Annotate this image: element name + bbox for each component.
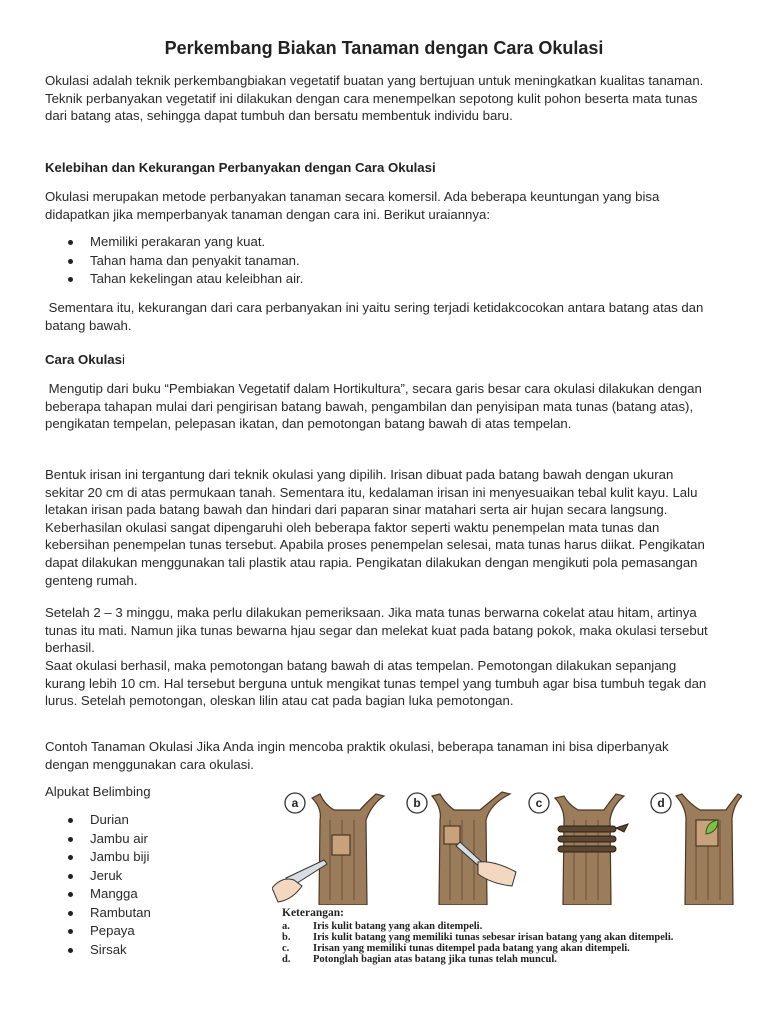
bullet-icon bbox=[68, 911, 73, 916]
bullet-icon bbox=[68, 892, 73, 897]
list-item: Jeruk bbox=[68, 867, 151, 886]
list-item: Mangga bbox=[68, 885, 151, 904]
section-heading-cara-okulasi: Cara Okulasi bbox=[45, 352, 125, 367]
hand-icon bbox=[272, 879, 302, 902]
list-item: Jambu air bbox=[68, 830, 151, 849]
section1-paragraph: Okulasi merupakan metode perbanyakan tanaman secara komersil. Ada beberapa keuntungan yang bisa didapatkan jika memperbanyak tanaman dengan cara ini. Berikut uraiannya: bbox=[45, 189, 660, 222]
list-item: Tahan hama dan penyakit tanaman. bbox=[68, 252, 303, 271]
list-item: Jambu biji bbox=[68, 848, 151, 867]
panel-label: a bbox=[291, 796, 299, 810]
caption-item: c. Irisan yang memiliki tunas ditempel pada batang yang akan ditempeli. bbox=[282, 943, 630, 954]
page-title: Perkembang Biakan Tanaman dengan Cara Okulasi bbox=[164, 38, 604, 58]
list-item: Rambutan bbox=[68, 904, 151, 923]
binding-tape bbox=[558, 826, 616, 832]
list-item: Memiliki perakaran yang kuat. bbox=[68, 233, 303, 252]
bullet-icon bbox=[68, 874, 73, 879]
list-item: Sirsak bbox=[68, 941, 151, 960]
plants-intro: Alpukat Belimbing bbox=[45, 784, 151, 799]
panel-c bbox=[529, 793, 628, 905]
list-item: Pepaya bbox=[68, 922, 151, 941]
caption-item: b. Iris kulit batang yang memiliki tunas sebesar irisan batang yang akan ditempeli. bbox=[282, 932, 674, 943]
bullet-icon bbox=[68, 277, 73, 282]
intro-paragraph: Okulasi adalah teknik perkembangbiakan vegetatif buatan yang bertujuan untuk meningkatkan kualitas tanaman. Teknik perbanyakan vegetatif ini dilakukan dengan cara menempelkan sepotong kulit pohon beserta mata tunas dari batang atas, sehingga dapat tumbuh dan bersatu membentuk individu baru. bbox=[45, 73, 704, 124]
list-item: Tahan kekelingan atau keleibhan air. bbox=[68, 270, 303, 289]
tree-trunk bbox=[676, 794, 742, 905]
disadvantages-paragraph: Sementara itu, kekurangan dari cara perbanyakan ini yaitu sering terjadi ketidakcocokan antara batang atas dan batang bawah. bbox=[45, 300, 707, 333]
panel-label: b bbox=[413, 796, 421, 810]
contoh-paragraph: Contoh Tanaman Okulasi Jika Anda ingin mencoba praktik okulasi, beberapa tanaman ini bisa diperbanyak dengan menggunakan cara okulasi. bbox=[45, 739, 669, 772]
caption-title: Keterangan: bbox=[282, 907, 344, 919]
bullet-icon bbox=[68, 818, 73, 823]
section-heading-kelebihan: Kelebihan dan Kekurangan Perbanyakan dengan Cara Okulasi bbox=[45, 160, 436, 175]
bullet-icon bbox=[68, 948, 73, 953]
bullet-icon bbox=[68, 240, 73, 245]
bullet-icon bbox=[68, 855, 73, 860]
caption-item: d. Potonglah bagian atas batang jika tunas telah muncul. bbox=[282, 954, 557, 965]
bullet-icon bbox=[68, 929, 73, 934]
plants-list bbox=[68, 811, 151, 959]
cara-paragraph-4: Saat okulasi berhasil, maka pemotongan batang bawah di atas tempelan. Pemotongan dilakukan sepanjang kurang lebih 10 cm. Hal tersebut berguna untuk mengikat tunas tempel yang tumbuh agar bisa tumbuh tegak dan lurus. Setelah pemotongan, oleskan lilin atau cat pada bagian luka pemotongan. bbox=[45, 658, 707, 709]
advantages-list bbox=[68, 233, 303, 289]
cara-paragraph-1: Mengutip dari buku “Pembiakan Vegetatif dalam Hortikultura”, secara garis besar cara okulasi dilakukan dengan beberapa tahapan mulai dari pengirisan batang bawah, pengambilan dan penyisipan mata tunas (batang atas), pengikatan tempelan, pelepasan ikatan, dan pemotongan batang bawah di atas tempelan. bbox=[45, 381, 706, 432]
grafting-steps-drawing bbox=[272, 790, 742, 905]
caption-item: a. Iris kulit batang yang akan ditempeli. bbox=[282, 921, 483, 932]
panel-label: c bbox=[535, 796, 543, 810]
bullet-icon bbox=[68, 259, 73, 264]
panel-a bbox=[272, 793, 384, 905]
bullet-icon bbox=[68, 837, 73, 842]
cara-paragraph-2: Bentuk irisan ini tergantung dari teknik okulasi yang dipilih. Irisan dibuat pada batang bawah dengan ukuran sekitar 20 cm di atas permukaan tanah. Sementara itu, kedalaman irisan ini menyesuaikan tebal kulit kayu. Lalu letakan irisan pada batang bawah dan hindari dari paparan sinar matahari serta air hujan secara langsung. Keberhasilan okulasi sangat dipengaruhi oleh beberapa faktor seperti waktu penempelan mata tunas dan kebersihan penempelan tunas tersebut. Apabila proses penempelan selesai, mata tunas harus diikat. Pengikatan dapat dilakukan menggunakan tali plastik atau rapia. Pengikatan dilakukan dengan mengikuti pola pemasangan genteng rumah. bbox=[45, 467, 705, 588]
bud-shield bbox=[444, 826, 460, 844]
cara-paragraph-3: Setelah 2 – 3 minggu, maka perlu dilakukan pemeriksaan. Jika mata tunas berwarna cokelat atau hitam, artinya tunas itu mati. Namun jika tunas bewarna hjau segar dan melekat kuat pada batang pokok, maka okulasi tersebut berhasil. bbox=[45, 605, 708, 656]
figure-caption bbox=[282, 908, 742, 965]
panel-b bbox=[407, 792, 516, 905]
panel-label: d bbox=[657, 796, 665, 810]
panel-d bbox=[651, 793, 742, 905]
list-item: Durian bbox=[68, 811, 151, 830]
bark-cut bbox=[332, 835, 350, 855]
tree-trunk bbox=[432, 792, 510, 905]
